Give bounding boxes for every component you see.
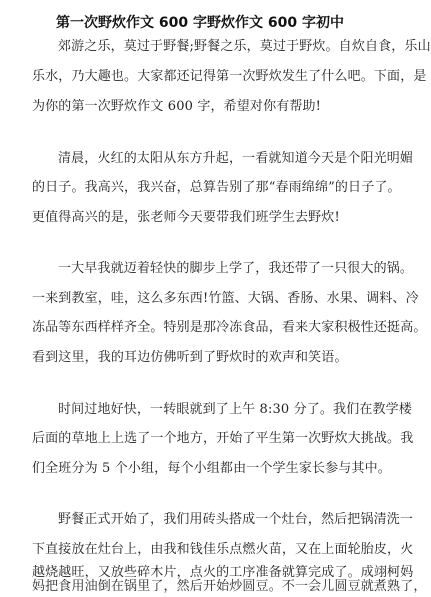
text-line: 的日子。我高兴，我兴奋，总算告别了那“春雨绵绵”的日子了。 [32,180,401,195]
text-line: 郊游之乐，莫过于野餐;野餐之乐，莫过于野炊。自炊自食，乐山 [58,39,431,54]
text-line: 时间过地好快，一转眼就到了上午 8:30 分了。我们在教学楼 [58,402,412,417]
document-title: 第一次野炊作文 600 字野炊作文 600 字初中 [56,15,344,31]
text-line: 乐水，乃大趣也。大家都还记得第一次野炊发生了什么吧。下面，是 [32,69,427,84]
text-line: 一大早我就迈着轻快的脚步上学了，我还带了一只很大的锅。 [58,261,414,276]
text-line: 为你的第一次野炊作文 600 字，希望对你有帮助! [32,99,322,114]
text-line: 妈把食用油倒在锅里了，然后开始炒圆豆。不一会儿圆豆就煮熟了， [32,579,427,594]
text-line: 清晨，火红的太阳从东方升起，一看就知道今天是个阳光明媚 [58,151,414,166]
text-line: 越烧越旺，又放些碎木片，点火的工序准备就算完成了。成翊柯妈 [32,565,414,580]
text-line: 下直接放在灶台上，由我和钱佳乐点燃火苗，又在上面轮胎皮，火 [32,542,414,557]
text-line: 一来到教室，哇，这么多东西!竹篮、大锅、香肠、水果、调料、冷 [32,291,419,306]
text-line: 更值得高兴的是，张老师今天要带我们班学生去野炊! [32,210,340,225]
text-line: 看到这里，我的耳边仿佛听到了野炊时的欢声和笑语。 [32,350,348,365]
text-line: 野餐正式开始了，我们用砖头搭成一个灶台，然后把锅清洗一 [58,512,414,527]
text-line: 们全班分为 5 个小组，每个小组都由一个学生家长参与其中。 [32,461,391,476]
text-line: 冻品等东西样样齐全。特别是那冷冻食品，看来大家积极性还挺高。 [32,320,427,335]
text-line: 后面的草地上上选了一个地方，开始了平生第一次野炊大挑战。我 [32,431,414,446]
